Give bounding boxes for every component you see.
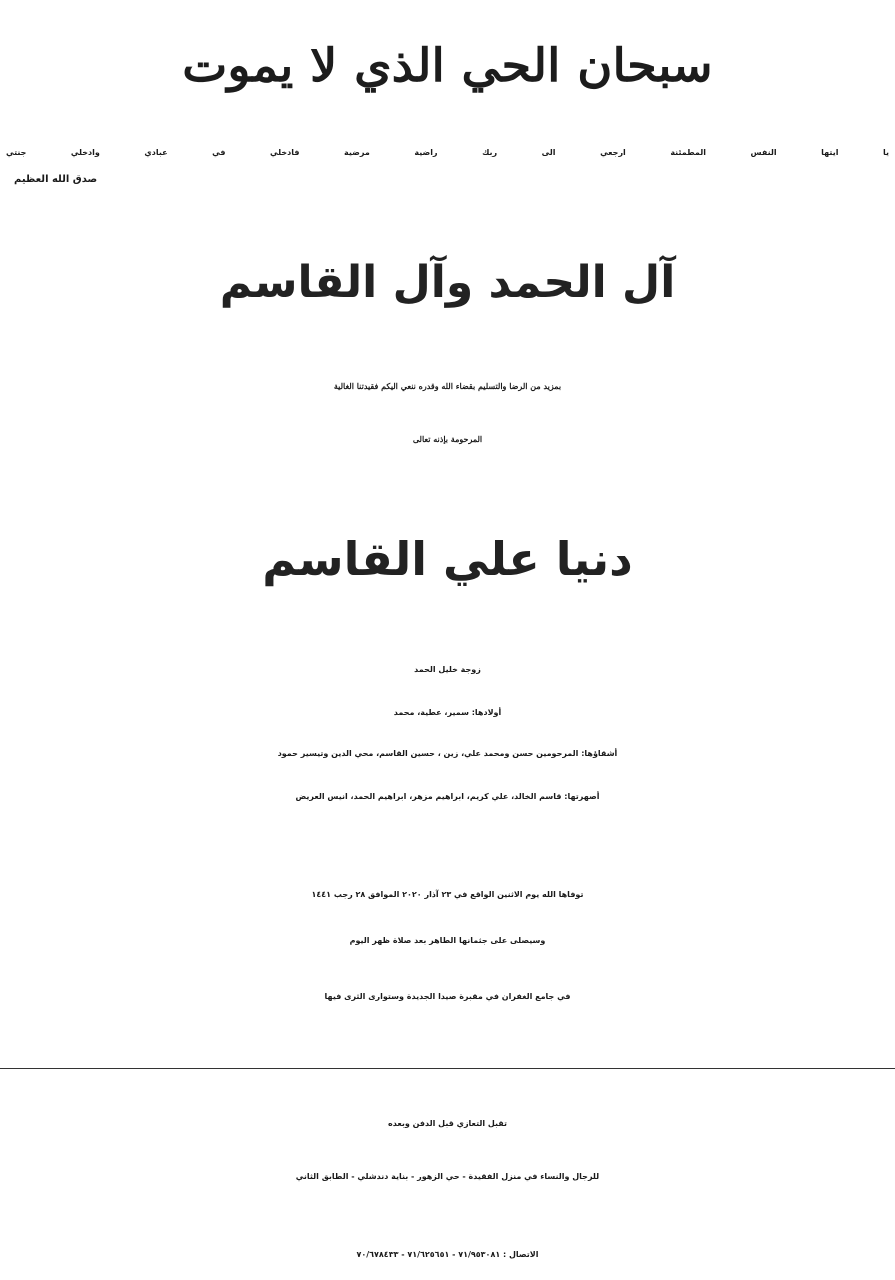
contact-numbers: الاتصال : ٧١/٩٥٣٠٨١ - ٧١/٦٢٥٦٥١ - ٧٠/٦٧٨٤٣٣: [356, 1250, 539, 1259]
condolences-line-2: للرجال والنساء في منزل الفقيدة - حي الزهور - بناية دندشلي - الطابق الثاني: [295, 1172, 600, 1181]
prayer-line: وسيصلى على جثمانها الطاهر بعد صلاة ظهر اليوم: [349, 936, 546, 945]
divider: [0, 1068, 895, 1069]
children-line: أولادها: سمير، عطية، محمد: [393, 708, 502, 717]
spouse-line: زوجة خليل الحمد: [414, 665, 481, 674]
deceased-name: دنيا علي القاسم: [262, 532, 633, 586]
family-title: آل الحمد وآل القاسم: [219, 257, 676, 308]
condolences-line-1: تقبل التعازي قبل الدفن وبعده: [387, 1119, 508, 1128]
verse-attribution: صدق الله العظيم: [14, 174, 98, 185]
quran-verse: يا ايتها النفس المطمئنة ارجعي الى ربك راضية مرضية فادخلي في عبادي وادخلي جنتي: [6, 148, 889, 157]
burial-line: في جامع الغفران في مقبرة صيدا الجديدة وستوارى الثرى فيها: [324, 992, 571, 1001]
calligraphy-header: سبحان الحي الذي لا يموت: [182, 39, 713, 93]
death-date-line: توفاها الله يوم الاثنين الواقع في ٢٣ آذار ٢٠٢٠ الموافق ٢٨ رجب ١٤٤١: [311, 890, 584, 899]
intro-line-2: المرحومة بإذنه تعالى: [412, 434, 483, 444]
intro-line-1: بمزيد من الرضا والتسليم بقضاء الله وقدره ننعي اليكم فقيدتنا الغالية: [333, 381, 562, 391]
in-laws-line: أصهرتها: قاسم الخالد، علي كريم، ابراهيم مزهر، ابراهيم الحمد، انيس العريض: [295, 792, 600, 801]
siblings-line: أشقاؤها: المرحومين حسن ومحمد علي، زين ، حسين القاسم، محي الدين وتيسير حمود: [277, 749, 618, 758]
